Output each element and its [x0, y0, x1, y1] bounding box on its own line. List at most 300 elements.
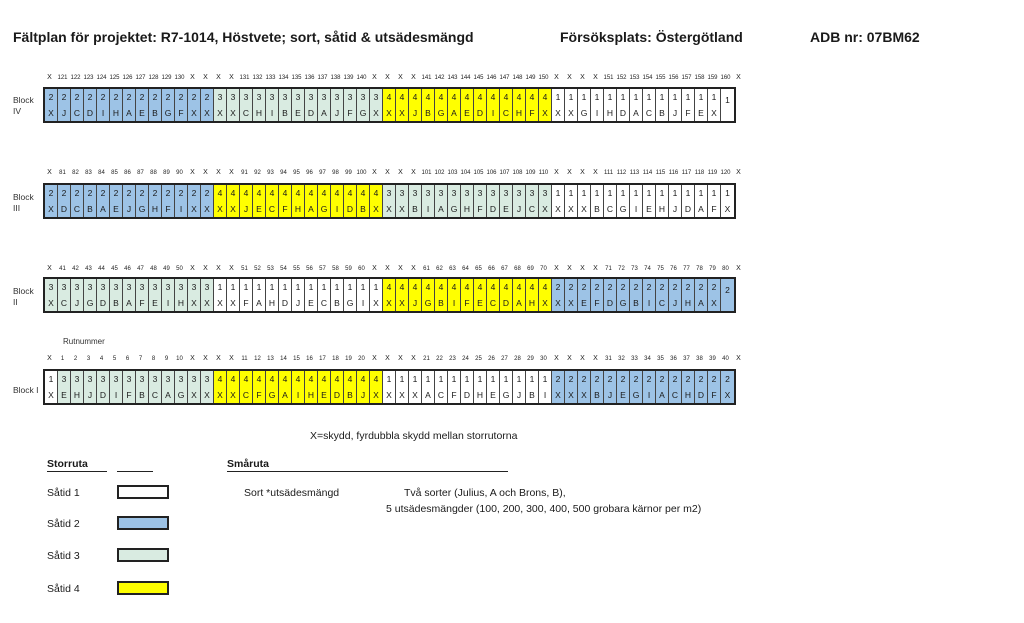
plot-treatment: B	[425, 108, 431, 118]
plot-cell	[149, 185, 162, 217]
plot-cell	[422, 89, 435, 121]
plot-cell	[240, 185, 253, 217]
plot-treatment: H	[151, 204, 159, 214]
plot-treatment: F	[529, 108, 535, 118]
plot-number: 56	[306, 266, 313, 272]
plot-sowing-time: 4	[490, 92, 496, 102]
plot-cell	[578, 89, 591, 121]
plot-cell	[201, 185, 214, 217]
plot-sowing-time: 3	[542, 188, 548, 198]
plot-cell	[552, 371, 565, 403]
plot-cell	[526, 371, 539, 403]
plot-cell	[201, 371, 214, 403]
plot-treatment: C	[320, 298, 328, 308]
plot-number: X	[190, 355, 195, 362]
plot-sowing-time: 2	[165, 92, 171, 102]
plot-treatment: H	[684, 298, 692, 308]
plot-cell	[175, 89, 188, 121]
plot-treatment: E	[581, 298, 587, 308]
plot-cell	[357, 89, 370, 121]
plot-sowing-time: 3	[152, 282, 158, 292]
plot-number: X	[372, 355, 377, 362]
plot-cell	[383, 185, 396, 217]
plot-number: 57	[319, 266, 326, 272]
plot-treatment: A	[425, 390, 431, 400]
plot-treatment: C	[151, 390, 159, 400]
plot-treatment: F	[178, 108, 184, 118]
plot-cell	[201, 89, 214, 121]
plot-treatment: F	[126, 390, 132, 400]
plot-sowing-time: 2	[685, 374, 691, 384]
plot-sowing-time: 1	[477, 374, 483, 384]
plot-treatment: E	[295, 108, 301, 118]
plot-number: 139	[343, 75, 354, 81]
plot-sowing-time: 1	[217, 282, 223, 292]
plot-cell	[305, 371, 318, 403]
legend-description-line-1: Två sorter (Julius, A och Brons, B),	[404, 487, 566, 499]
plot-treatment: I	[647, 390, 651, 400]
plot-sowing-time: 2	[725, 374, 730, 384]
plot-number: 71	[605, 266, 612, 272]
legend-storruta-underline	[47, 471, 107, 472]
plot-number: 128	[148, 75, 159, 81]
plot-number: 45	[111, 266, 118, 272]
plot-number: 101	[421, 170, 432, 176]
plot-cell	[383, 279, 396, 311]
plot-treatment: B	[412, 204, 418, 214]
plot-treatment: I	[426, 204, 430, 214]
plot-number: 84	[98, 170, 105, 176]
plot-cell	[656, 89, 669, 121]
plot-sowing-time: 3	[113, 282, 119, 292]
plot-sowing-time: 3	[282, 92, 288, 102]
plot-cell	[357, 279, 370, 311]
plot-treatment: D	[606, 298, 614, 308]
plot-treatment: J	[243, 204, 249, 214]
plot-treatment: G	[632, 390, 640, 400]
plot-number: X	[47, 74, 52, 81]
plot-sowing-time: 4	[438, 92, 444, 102]
plot-treatment: I	[634, 204, 638, 214]
plot-treatment: D	[60, 204, 68, 214]
plot-number: X	[736, 355, 741, 362]
plot-treatment: I	[452, 298, 456, 308]
plot-number: 35	[657, 356, 664, 362]
plot-number: 53	[267, 266, 274, 272]
plot-cell	[630, 371, 643, 403]
plot-number: 153	[629, 75, 640, 81]
plot-cell	[695, 89, 708, 121]
plot-treatment: J	[672, 204, 678, 214]
plot-sowing-time: 4	[295, 374, 301, 384]
plot-treatment: X	[568, 390, 574, 400]
plot-sowing-time: 2	[74, 92, 80, 102]
plot-sowing-time: 3	[477, 188, 483, 198]
plot-treatment: A	[100, 204, 106, 214]
legend-smaruta-title: Småruta	[227, 458, 270, 470]
plot-cell	[370, 279, 383, 311]
plot-cell	[123, 89, 136, 121]
plot-treatment: G	[164, 108, 172, 118]
plot-number: X	[593, 265, 598, 272]
plot-number: 147	[499, 75, 510, 81]
plot-cell	[461, 185, 474, 217]
plot-treatment: H	[463, 204, 471, 214]
plot-cell	[721, 89, 734, 121]
plot-number: 18	[332, 356, 339, 362]
plot-sowing-time: 1	[48, 374, 54, 384]
plot-treatment: H	[255, 108, 263, 118]
plot-treatment: H	[606, 108, 614, 118]
plot-number: 16	[306, 356, 313, 362]
plot-number: 4	[99, 356, 104, 362]
plot-treatment: C	[437, 390, 445, 400]
plot-treatment: H	[307, 390, 315, 400]
legend-swatch-satid-4	[117, 581, 169, 595]
plot-number: 89	[163, 170, 170, 176]
plot-cell	[513, 185, 526, 217]
plot-number: 39	[709, 356, 716, 362]
plot-treatment: I	[166, 298, 170, 308]
plot-sowing-time: 1	[711, 188, 717, 198]
plot-treatment: A	[438, 204, 444, 214]
plot-treatment: X	[555, 390, 561, 400]
plot-treatment: X	[204, 108, 210, 118]
plot-number: 2	[73, 356, 78, 362]
plot-number: 77	[683, 266, 690, 272]
plot-cell	[227, 185, 240, 217]
plot-cell	[617, 185, 630, 217]
plot-sowing-time: 2	[139, 188, 145, 198]
plot-treatment: A	[698, 204, 704, 214]
plot-treatment: X	[386, 390, 392, 400]
plot-treatment: A	[126, 108, 132, 118]
plot-treatment: X	[555, 298, 561, 308]
plot-number: 92	[254, 170, 261, 176]
plot-sowing-time: 3	[74, 282, 80, 292]
plot-treatment: H	[177, 298, 185, 308]
plot-treatment: F	[451, 390, 457, 400]
plot-sowing-time: 3	[295, 92, 301, 102]
legend-column-line	[117, 471, 153, 472]
plot-number: X	[736, 169, 741, 176]
plot-number: X	[580, 74, 585, 81]
plot-number: 44	[98, 266, 105, 272]
plot-sowing-time: 2	[698, 282, 704, 292]
plot-cell	[58, 279, 71, 311]
plot-sowing-time: 2	[100, 92, 106, 102]
plot-treatment: J	[126, 204, 132, 214]
plot-sowing-time: 2	[139, 92, 145, 102]
plot-number: X	[229, 74, 234, 81]
plot-sowing-time: 2	[659, 374, 665, 384]
plot-number: 111	[603, 170, 614, 176]
plot-number: X	[203, 355, 208, 362]
plot-cell	[617, 89, 630, 121]
plot-number: 121	[57, 75, 68, 81]
plot-number: X	[411, 265, 416, 272]
plot-treatment: B	[633, 298, 639, 308]
plot-sowing-time: 1	[725, 95, 730, 105]
plot-cell	[266, 371, 279, 403]
plot-treatment: G	[268, 390, 276, 400]
plot-number: X	[580, 265, 585, 272]
plot-sowing-time: 4	[386, 282, 392, 292]
plot-sowing-time: 4	[490, 282, 496, 292]
plot-cell	[71, 185, 84, 217]
plot-sowing-time: 1	[607, 188, 613, 198]
plot-cell	[721, 371, 734, 403]
plot-sowing-time: 3	[139, 282, 145, 292]
plot-sowing-time: 3	[256, 92, 262, 102]
plot-treatment: G	[86, 298, 94, 308]
protection-note: X=skydd, fyrdubbla skydd mellan storrutorna	[310, 430, 518, 442]
plot-sowing-time: 1	[425, 374, 431, 384]
plot-number: 81	[59, 170, 66, 176]
plot-cell	[84, 371, 97, 403]
plot-cell	[266, 89, 279, 121]
plot-sowing-time: 1	[672, 92, 678, 102]
plot-treatment: H	[476, 390, 484, 400]
plot-treatment: A	[165, 390, 171, 400]
plot-cell	[669, 89, 682, 121]
plot-number: 123	[83, 75, 94, 81]
plot-cell	[396, 371, 409, 403]
plot-number: 120	[720, 170, 731, 176]
plot-number: 108	[512, 170, 523, 176]
plot-number-row	[43, 169, 741, 180]
plot-sowing-time: 2	[165, 188, 171, 198]
plot-cell	[175, 279, 188, 311]
plot-sowing-time: 3	[100, 282, 106, 292]
plot-cell	[383, 371, 396, 403]
plot-sowing-time: 1	[633, 92, 639, 102]
plot-treatment: E	[139, 108, 145, 118]
plot-cell	[370, 371, 383, 403]
plot-number: 141	[421, 75, 432, 81]
plot-treatment: F	[477, 204, 483, 214]
plot-number: X	[47, 265, 52, 272]
plot-sowing-time: 4	[308, 188, 314, 198]
plot-sowing-time: 1	[581, 92, 587, 102]
plot-sowing-time: 1	[594, 92, 600, 102]
block-label-line: Block	[13, 286, 34, 296]
plot-number: 125	[109, 75, 120, 81]
plot-cell	[214, 279, 227, 311]
plot-number: 51	[241, 266, 248, 272]
plot-cell	[500, 279, 513, 311]
legend-storruta-title: Storruta	[47, 458, 88, 470]
plot-sowing-time: 2	[61, 188, 67, 198]
plot-cell	[695, 371, 708, 403]
plot-number: 78	[696, 266, 703, 272]
plot-treatment: X	[373, 108, 379, 118]
block-label-line: Block	[13, 192, 34, 202]
plot-treatment: X	[711, 298, 717, 308]
plot-cell	[318, 185, 331, 217]
plot-sowing-time: 3	[87, 374, 93, 384]
plot-number: 31	[605, 356, 612, 362]
plot-number: 85	[111, 170, 118, 176]
plot-cell	[591, 185, 604, 217]
plot-sowing-time: 1	[725, 188, 730, 198]
plot-sowing-time: 2	[152, 188, 158, 198]
plot-sowing-time: 2	[581, 282, 587, 292]
plot-cell	[188, 185, 201, 217]
plot-treatment: E	[477, 298, 483, 308]
plot-number: X	[398, 74, 403, 81]
plot-sowing-time: 4	[295, 188, 301, 198]
plot-treatment: H	[294, 204, 302, 214]
plot-number: 138	[330, 75, 341, 81]
plot-sowing-time: 4	[529, 92, 535, 102]
plot-sowing-time: 3	[516, 188, 522, 198]
plot-treatment: A	[282, 390, 288, 400]
plot-sowing-time: 3	[126, 282, 132, 292]
plot-sowing-time: 1	[321, 282, 327, 292]
plot-cell	[643, 89, 656, 121]
plot-number: X	[593, 355, 598, 362]
plot-number: 118	[694, 170, 705, 176]
plot-treatment: I	[114, 390, 118, 400]
plot-treatment: C	[502, 108, 510, 118]
plot-number: 131	[239, 75, 250, 81]
plot-sowing-time: 2	[594, 282, 600, 292]
plot-sowing-time: 2	[204, 188, 210, 198]
plot-treatment: H	[515, 108, 523, 118]
plot-sowing-time: 4	[256, 188, 262, 198]
plot-number: 75	[657, 266, 664, 272]
plot-sowing-time: 2	[620, 374, 626, 384]
block-label-line: IV	[13, 106, 22, 116]
plot-cell	[331, 185, 344, 217]
plot-sowing-time: 3	[386, 188, 392, 198]
plot-treatment: J	[516, 390, 522, 400]
plot-sowing-time: 1	[308, 282, 314, 292]
plot-cell	[58, 89, 71, 121]
block-label-line: III	[13, 203, 21, 213]
plot-sowing-time: 3	[438, 188, 444, 198]
plot-number: 87	[137, 170, 144, 176]
plot-cell	[669, 279, 682, 311]
plot-sowing-time: 1	[282, 282, 288, 292]
plot-sowing-time: 1	[568, 92, 574, 102]
plot-number: X	[229, 265, 234, 272]
plot-cell	[396, 185, 409, 217]
plot-number: 60	[358, 266, 365, 272]
plot-sowing-time: 2	[607, 374, 613, 384]
plot-cell	[84, 279, 97, 311]
plot-number: 46	[124, 266, 131, 272]
plot-cell	[97, 89, 110, 121]
plot-number: X	[203, 74, 208, 81]
plot-number: 42	[72, 266, 79, 272]
plot-number: 40	[722, 356, 729, 362]
plot-sowing-time: 4	[464, 282, 470, 292]
plot-cell	[448, 279, 461, 311]
plot-sowing-time: 2	[178, 188, 184, 198]
plot-sowing-time: 1	[451, 374, 457, 384]
plot-sowing-time: 1	[594, 188, 600, 198]
plot-sowing-time: 4	[503, 92, 509, 102]
plot-cell	[331, 89, 344, 121]
plot-sowing-time: 3	[178, 282, 184, 292]
plot-sowing-time: 3	[139, 374, 145, 384]
plot-cell	[240, 371, 253, 403]
plot-sowing-time: 4	[321, 374, 327, 384]
plot-treatment: E	[698, 108, 704, 118]
plot-sowing-time: 3	[269, 92, 275, 102]
plot-number: 113	[629, 170, 640, 176]
plot-number: X	[398, 169, 403, 176]
plot-sowing-time: 1	[243, 282, 249, 292]
plot-sowing-time: 1	[490, 374, 496, 384]
plot-cell	[318, 371, 331, 403]
plot-cell	[604, 279, 617, 311]
plot-treatment: B	[152, 108, 158, 118]
plot-treatment: C	[60, 298, 68, 308]
plot-number: 11	[241, 356, 248, 362]
plot-number: 32	[618, 356, 625, 362]
plot-number: 62	[436, 266, 443, 272]
plot-number: 152	[616, 75, 627, 81]
plot-cell	[97, 371, 110, 403]
plot-cell	[552, 185, 565, 217]
legend-label-satid-1: Såtid 1	[47, 487, 80, 499]
plot-cell	[266, 185, 279, 217]
plot-sowing-time: 2	[74, 188, 80, 198]
plot-treatment: G	[437, 108, 445, 118]
plot-number: 114	[642, 170, 653, 176]
plot-treatment: C	[73, 108, 81, 118]
plot-treatment: C	[671, 390, 679, 400]
plot-sowing-time: 3	[100, 374, 106, 384]
plot-treatment: J	[516, 204, 522, 214]
plot-sowing-time: 1	[711, 92, 717, 102]
plot-treatment: F	[594, 298, 600, 308]
plot-treatment: B	[87, 204, 93, 214]
plot-cell	[240, 279, 253, 311]
plot-cell	[175, 185, 188, 217]
plot-treatment: B	[659, 108, 665, 118]
plot-cell	[240, 89, 253, 121]
plot-number: 63	[449, 266, 456, 272]
plot-treatment: D	[463, 390, 471, 400]
plot-cell	[630, 185, 643, 217]
plot-cell	[149, 371, 162, 403]
plot-cell	[578, 279, 591, 311]
plot-treatment: J	[672, 298, 678, 308]
plot-number: X	[554, 265, 559, 272]
plot-treatment: D	[619, 108, 627, 118]
plot-number: 61	[423, 266, 430, 272]
plot-treatment: X	[230, 390, 236, 400]
plot-cell	[331, 371, 344, 403]
plot-number: 12	[254, 356, 261, 362]
plot-treatment: X	[399, 204, 405, 214]
plot-treatment: J	[412, 298, 418, 308]
plot-sowing-time: 1	[503, 374, 509, 384]
plot-treatment: F	[243, 298, 249, 308]
plot-cell	[474, 89, 487, 121]
plot-number: 145	[473, 75, 484, 81]
plot-treatment: F	[711, 204, 717, 214]
plot-treatment: D	[281, 298, 289, 308]
plot-treatment: X	[191, 204, 197, 214]
plot-treatment: A	[698, 298, 704, 308]
plot-sowing-time: 4	[334, 374, 340, 384]
plot-number: 105	[473, 170, 484, 176]
